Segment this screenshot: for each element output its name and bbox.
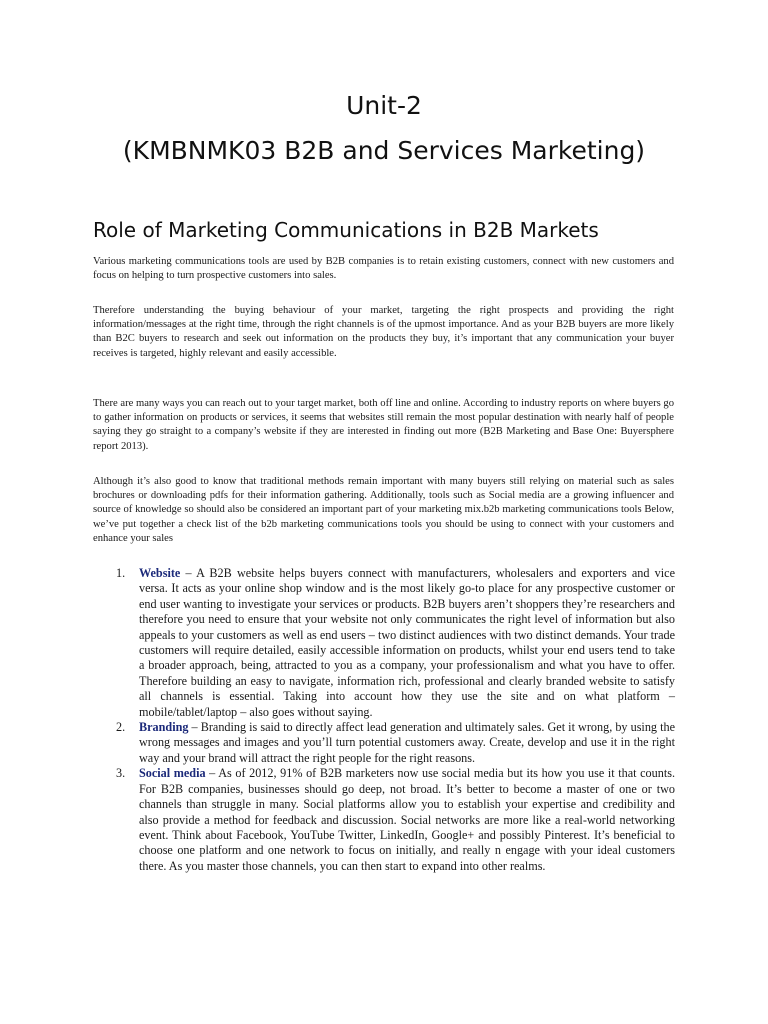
paragraph: Various marketing communications tools are used by B2B companies is to retain existing customers, connect with new customers and focus on helping to turn prospective customers into sales. [93, 256, 674, 282]
list-item-text: – Branding is said to directly affect lead generation and ultimately sales. Get it wrong, by using the wrong messages and images and you’ll turn potential customers away. Create, develop and use it in the right way and your brand will attract the right people for the right reasons. [139, 720, 675, 765]
list-item-term: Social media [139, 766, 206, 781]
list-item-number: 3. [116, 766, 126, 781]
course-title: (KMBNMK03 B2B and Services Marketing) [122, 136, 646, 165]
unit-title: Unit-2 [346, 91, 422, 120]
list-item-term: Website [139, 566, 181, 580]
list-item [116, 566, 675, 720]
list-item [116, 720, 675, 766]
section-heading: Role of Marketing Communications in B2B Markets [93, 218, 599, 242]
list-item-number: 2. [116, 720, 126, 735]
paragraph: Therefore understanding the buying behaviour of your market, targeting the right prospects and providing the right information/messages at the right time, through the right channels is of the upmost importance. And as your B2B buyers are more likely than B2C buyers to research and seek out information on the products they buy, it’s important that any communication your buyer receives is targeted, highly relevant and easily accessible. [93, 305, 674, 359]
list-item-text: – As of 2012, 91% of B2B marketers now use social media but its how you use it that counts. For B2B companies, businesses should go deep, not broad. It’s better to become a master of one or two channels than struggle in many. Social platforms allow you to establish your expertise and credibility and also provide a method for feedback and discussion. Social networks are more like a real-world networking event. Think about Facebook, YouTube Twitter, LinkedIn, Google+ and possibly Pinterest. It’s beneficial to choose one platform and one network to focus on initially, and really n engage with your ideal customers there. As you master those channels, you can then start to expand into other realms. [139, 766, 676, 873]
list-item-term: Branding [139, 720, 189, 735]
paragraph: Although it’s also good to know that traditional methods remain important with many buyers still relying on material such as sales brochures or downloading pdfs for their information gathering. Additionally, tools such as Social media are a growing influencer and source of knowledge so should also be considered an important part of your marketing mix.b2b marketing communications tools Below, we’ve put together a check list of the b2b marketing communications tools you should be using to connect with your customers and enhance your sales [93, 476, 674, 544]
list-item-number: 1. [116, 566, 126, 580]
paragraph: There are many ways you can reach out to your target market, both off line and online. According to industry reports on where buyers go to gather information on products or services, it seems that websites still remain the most popular destination with nearly half of people saying they go straight to a company’s website if they are interested in finding out more (B2B Marketing and Base One: Buyersphere report 2013). [93, 398, 674, 452]
list-item [116, 766, 676, 874]
list-item-text: – A B2B website helps buyers connect with manufacturers, wholesalers and exporters and vice versa. It acts as your online shop window and is the most likely go-to place for any prospective customer or end user wanting to investigate your services or products. B2B buyers aren’t shoppers they’re researchers and therefore you need to ensure that your website not only communicates the right level of information but also appeals to your customers as well as end users – two distinct audiences with two distinct demands. Your trade customers will require detailed, easily accessible information on products, whilst your end users tend to take a broader approach, being, attracted to you as a company, your professionalism and what you have to offer. Therefore building an easy to navigate, information rich, professional and clearly branded website to satisfy all channels is essential. Taking into account how they use the site and on what platform – mobile/tablet/laptop – also goes without saying. [139, 566, 675, 719]
tools-list [116, 566, 676, 874]
